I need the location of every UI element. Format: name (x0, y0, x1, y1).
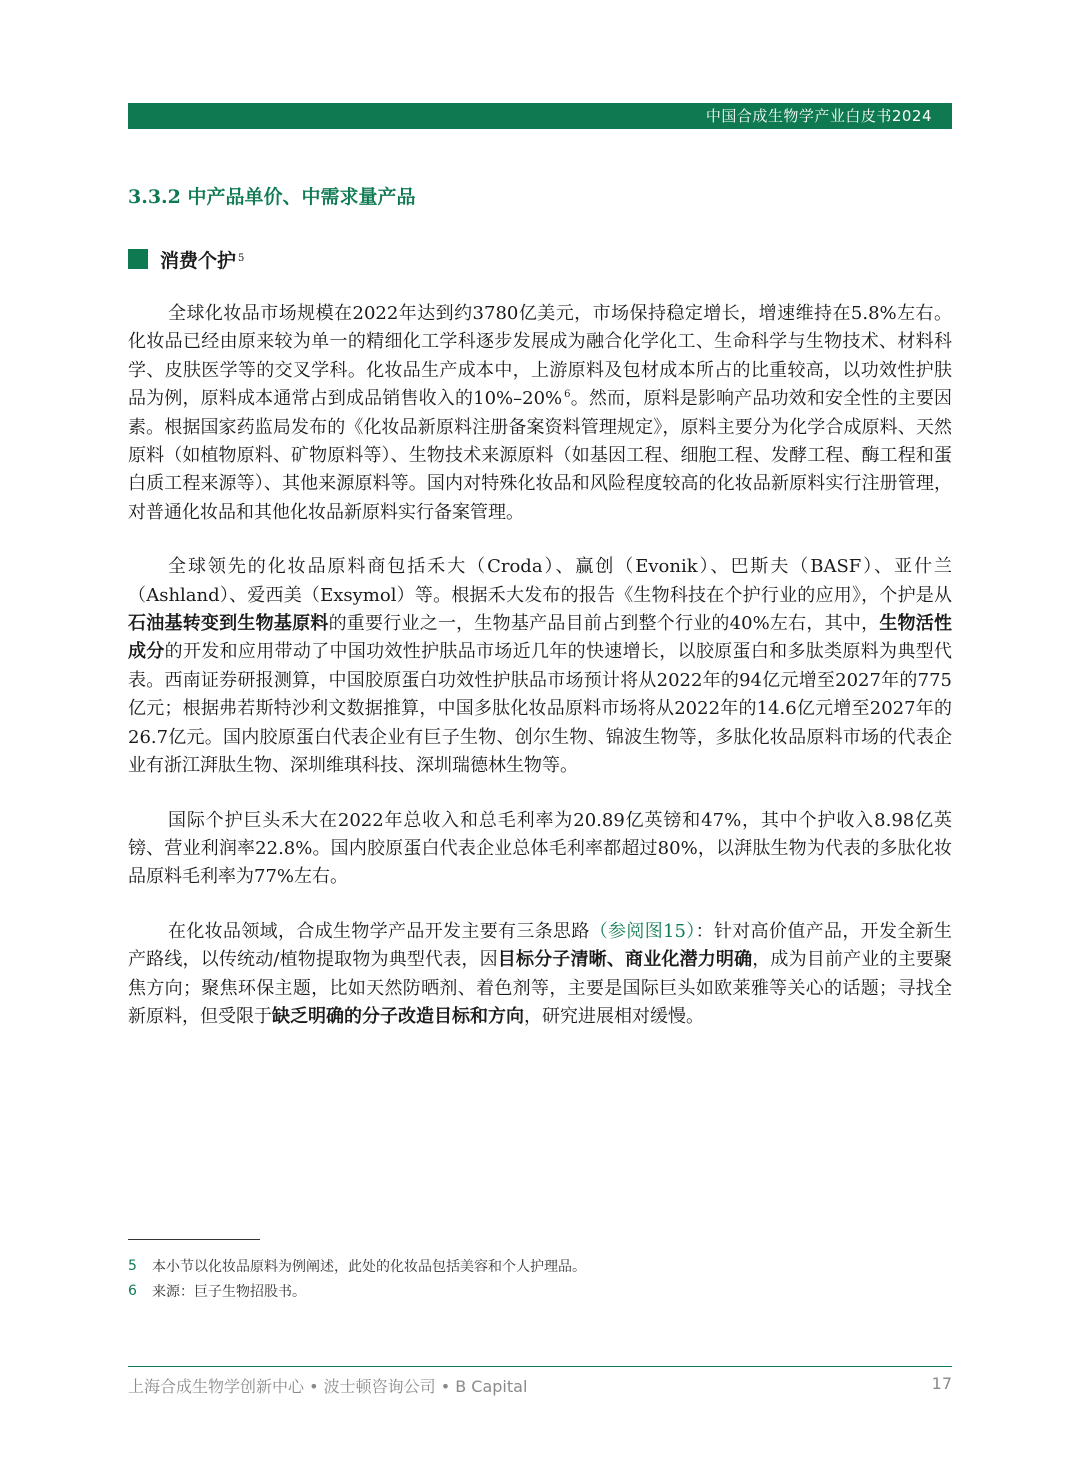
paragraph: 国际个护巨头禾大在2022年总收入和总毛利率为20.89亿英镑和47%，其中个护收入8.98亿英镑、营业利润率22.8%。国内胶原蛋白代表企业总体毛利率都超过80%，以湃肽生物为代表的多肽化妆品原料毛利率为77%左右。 (128, 809, 952, 888)
footnote-ref[interactable]: 6 (564, 389, 571, 401)
square-bullet-icon (128, 249, 148, 269)
paragraph: 全球领先的化妆品原料商包括禾大（Croda）、赢创（Evonik）、巴斯夫（BASF）、亚什兰（Ashland）、爱西美（Exsymol）等。根据禾大发布的报告《生物科技在个护行业的应用》，个护是从石油基转变到生物基原料的重要行业之一，生物基产品目前占到整个行业的40%左右，其中，生物活性成分的开发和应用带动了中国功效性护肤品市场近几年的快速增长，以胶原蛋白和多肽类原料为典型代表。西南证券研报测算，中国胶原蛋白功效性护肤品市场预计将从2022年的94亿元增至2027年的775亿元；根据弗若斯特沙利文数据推算，中国多肽化妆品原料市场将从2022年的14.6亿元增至2027年的26.7亿元。国内胶原蛋白代表企业有巨子生物、创尔生物、锦波生物等，多肽化妆品原料市场的代表企业有浙江湃肽生物、深圳维琪科技、深圳瑞德林生物等。 (128, 556, 953, 777)
footnotes (128, 1253, 586, 1303)
emphasis: 石油基转变到生物基原料 (128, 613, 329, 635)
footnote-number: 5 (128, 1257, 137, 1274)
footnote-number: 6 (128, 1282, 137, 1299)
paragraph: 在化妆品领域，合成生物学产品开发主要有三条思路（参阅图15）：针对高价值产品，开发全新生产路线，以传统动/植物提取物为典型代表，因目标分子清晰、商业化潜力明确，成为目前产业的主要聚焦方向；聚焦环保主题，比如天然防晒剂、着色剂等，主要是国际巨头如欧莱雅等关心的话题；寻找全新原料，但受限于缺乏明确的分子改造目标和方向，研究进展相对缓慢。 (128, 920, 953, 1027)
subsection-heading: 消费个护 5 (128, 247, 244, 271)
subsection-title: 消费个护 (160, 249, 237, 272)
body-text (128, 300, 952, 1057)
emphasis: 缺乏明确的分子改造目标和方向 (272, 1005, 524, 1027)
figure-reference-link[interactable]: （参阅图15） (589, 920, 696, 942)
emphasis: 目标分子清晰、商业化潜力明确 (497, 949, 753, 971)
paragraph: 全球化妆品市场规模在2022年达到约3780亿美元，市场保持稳定增长，增速维持在5.8%左右。化妆品已经由原来较为单一的精细化工学科逐步发展成为融合化学化工、生命科学与生物技术、材料科学、皮肤医学等的交叉学科。化妆品生产成本中，上游原料及包材成本所占的比重较高，以功效性护肤品为例，原料成本通常占到成品销售收入的10%–20% $^6$。然而，原料是影响产品功效和安全性的主要因素。根据国家药监局发布的《化妆品新原料注册备案资料管理规定》，原料主要分为化学合成原料、天然原料（如植物原料、矿物原料等）、生物技术来源原料（如基因工程、细胞工程、发酵工程、酶工程和蛋白质工程来源等）、其他来源原料等。国内对特殊化妆品和风险程度较高的化妆品新原料实行注册管理，对普通化妆品和其他化妆品新原料实行备案管理。 (128, 303, 952, 523)
footnote (128, 1253, 586, 1278)
footer-publishers: 上海合成生物学创新中心 • 波士顿咨询公司 • B Capital (128, 1377, 528, 1396)
emphasis: 生物活性成分 (128, 613, 953, 663)
footnote-divider (128, 1239, 260, 1240)
footnote-text: 本小节以化妆品原料为例阐述，此处的化妆品包括美容和个人护理品。 (152, 1258, 586, 1275)
page-number: 17 (931, 1374, 952, 1393)
footnote (128, 1278, 586, 1303)
header-bar (128, 103, 952, 129)
section-title: 3.3.2 中产品单价、中需求量产品 (128, 186, 416, 208)
footer-divider (128, 1366, 952, 1367)
footnote-text: 来源：巨子生物招股书。 (152, 1283, 306, 1300)
header-title: 中国合成生物学产业白皮书2024 (705, 107, 932, 125)
